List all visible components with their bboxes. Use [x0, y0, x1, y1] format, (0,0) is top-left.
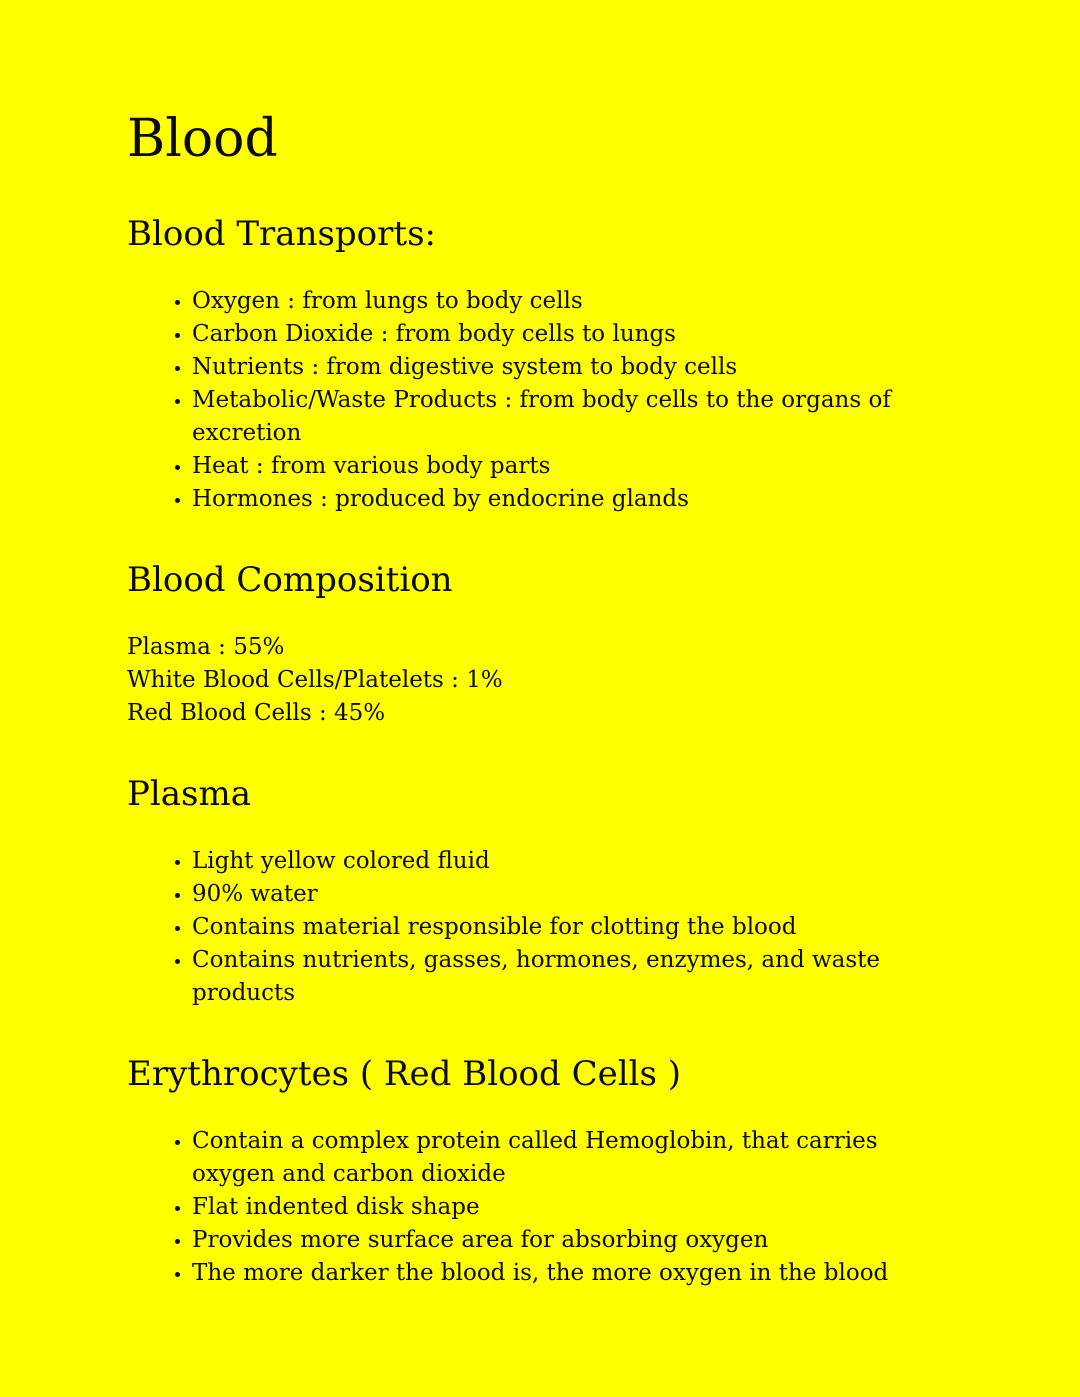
bullet-item: • Nutrients : from digestive system to body cells	[192, 351, 947, 384]
section-heading: Erythrocytes ( Red Blood Cells )	[127, 1054, 681, 1095]
section-heading: Blood Composition	[127, 559, 453, 600]
bullet-item: • Oxygen : from lungs to body cells	[192, 285, 947, 318]
bullet-item: • Carbon Dioxide : from body cells to lungs	[192, 318, 947, 351]
text-line: Plasma : 55%	[127, 634, 285, 661]
document-sections	[127, 214, 947, 1290]
bullet-item: • Flat indented disk shape	[192, 1191, 947, 1224]
section-heading: Plasma	[127, 774, 251, 815]
text-lines	[127, 631, 947, 730]
bullet-list	[127, 1125, 947, 1290]
bullet-item: • Provides more surface area for absorbing oxygen	[192, 1224, 947, 1257]
bullet-item: • Hormones : produced by endocrine glands	[192, 483, 947, 516]
section-heading: Blood Transports:	[127, 213, 436, 254]
bullet-item: • Light yellow colored fluid	[192, 845, 947, 878]
bullet-item: • Heat : from various body parts	[192, 450, 947, 483]
bullet-item: • Contains material responsible for clotting the blood	[192, 911, 947, 944]
bullet-item: • The more darker the blood is, the more oxygen in the blood	[192, 1257, 947, 1290]
text-line: Red Blood Cells : 45%	[127, 700, 386, 727]
bullet-list	[127, 845, 947, 1010]
bullet-item: • Contain a complex protein called Hemoglobin, that carries oxygen and carbon dioxide	[192, 1125, 947, 1191]
text-line: White Blood Cells/Platelets : 1%	[127, 667, 503, 694]
bullet-item: • Metabolic/Waste Products : from body cells to the organs of excretion	[192, 384, 947, 450]
document-title: Blood	[127, 109, 278, 169]
bullet-item: • 90% water	[192, 878, 947, 911]
bullet-item: • Contains nutrients, gasses, hormones, enzymes, and waste products	[192, 944, 947, 1010]
bullet-list	[127, 285, 947, 516]
